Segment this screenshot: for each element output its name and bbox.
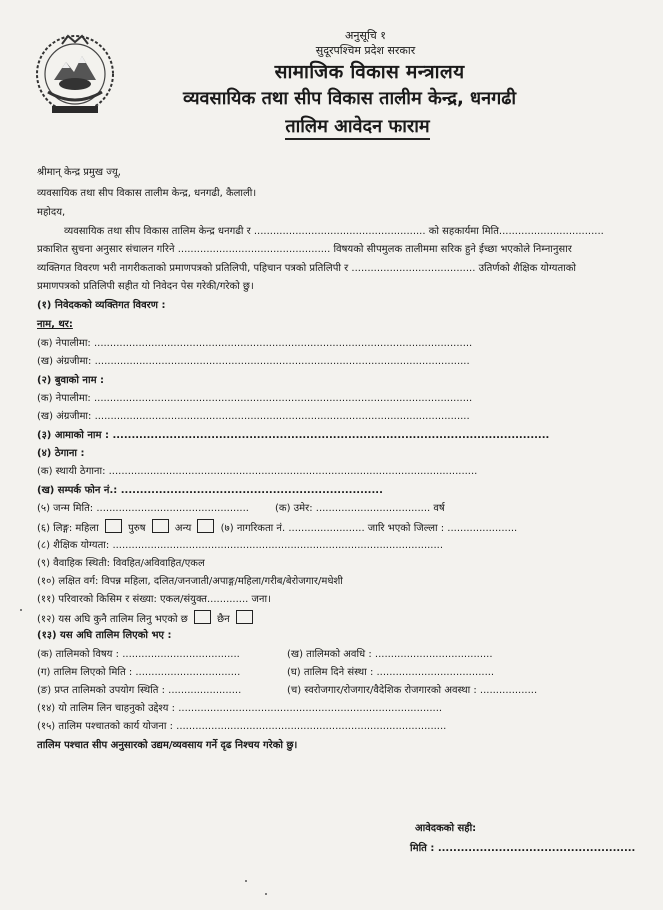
date-of-birth-field[interactable]: (५) जन्म मिति: ................................................ xyxy=(37,503,249,514)
male-label: पुरुष xyxy=(128,523,146,534)
marital-status-field[interactable]: (९) वैवाहिक स्थिती: विवहित/अविवाहित/एकल xyxy=(37,558,205,569)
previous-training-heading: (१३) यस अघि तालिम लिएको भए : xyxy=(37,630,172,641)
contact-phone-field[interactable]: (ख) सम्पर्क फोन नं.: ..................................................................... xyxy=(37,485,383,496)
gender-label: (६) लिङ्ग: महिला xyxy=(37,523,99,534)
female-checkbox[interactable] xyxy=(105,519,122,533)
signature-date-field[interactable]: मिति : .................................................... xyxy=(410,843,636,854)
letter-body-line-4: प्रमाणपत्रको प्रतिलिपी सहीत यो निवेदन पेस गरेकी/गरेको छु। xyxy=(37,281,254,292)
address-heading: (४) ठेगाना : xyxy=(37,448,85,459)
prior-training-row xyxy=(37,610,256,626)
applicant-signature-label: आवेदकको सही: xyxy=(415,823,477,834)
permanent-address-field[interactable]: (क) स्थायी ठेगाना: .................................................................................................................... xyxy=(37,466,478,477)
scan-speck xyxy=(245,880,247,882)
other-gender-label: अन्य xyxy=(174,523,192,534)
citizenship-field[interactable]: (७) नागरिकता नं. ........................ जारि भएको जिल्ला : ...................... xyxy=(220,523,518,534)
training-duration-field[interactable]: (ख) तालिमको अवधि : ..................................... xyxy=(287,649,493,660)
addressee: व्यवसायिक तथा सीप विकास तालीम केन्द्र, धनगढी, कैलाली। xyxy=(37,188,257,199)
employment-status-field[interactable]: (च) स्वरोजगार/रोजगार/वैदेशिक रोजगारको अवस्था : .................. xyxy=(287,685,538,696)
father-name-english-field[interactable]: (ख) अंग्रजीमा: ...................................................................................................................... xyxy=(37,411,470,422)
letter-body-line-1: व्यवसायिक तथा सीप विकास तालिम केन्द्र धनगढी र ...................................................... को सहकार्यमा मिति................................. xyxy=(64,226,604,237)
name-nepali-field[interactable]: (क) नेपालीमा: ....................................................................................................................... xyxy=(37,338,473,349)
scan-speck xyxy=(265,893,267,895)
target-class-field[interactable]: (१०) लक्षित वर्ग: विपन्न महिला, दलित/जनजाती/अपाङ्ग/महिला/गरीब/बेरोजगार/मधेशी xyxy=(37,576,343,587)
post-training-plan-field[interactable]: (१५) तालिम पश्चातको कार्य योजना : ..................................................................................... xyxy=(37,721,447,732)
training-center-name: व्यवसायिक तथा सीप विकास तालीम केन्द्र, धनगढी xyxy=(182,88,517,109)
scan-speck xyxy=(20,609,22,611)
training-institute-field[interactable]: (घ) तालिम दिने संस्था : ..................................... xyxy=(287,667,495,678)
name-heading: नाम, थर: xyxy=(37,319,73,330)
form-title xyxy=(26,114,663,138)
prior-training-no-checkbox[interactable] xyxy=(236,610,253,624)
section-personal-details: (१) निवेदकको व्यक्तिगत विवरण : xyxy=(37,300,166,311)
annex-label: अनुसूचि १ xyxy=(345,29,386,42)
prior-training-label: (१२) यस अघि कुनै तालिम लिनु भएको छ xyxy=(37,614,188,625)
declaration-text: तालिम पश्चात सीप अनुसारको उद्यम/व्यवसाय गर्ने दृढ निश्चय गरेको छु। xyxy=(37,740,298,751)
age-field[interactable]: (क) उमेर: .................................... वर्ष xyxy=(275,503,445,514)
father-name-nepali-field[interactable]: (क) नेपालीमा: ....................................................................................................................... xyxy=(37,393,473,404)
name-english-field[interactable]: (ख) अंग्रजीमा: ...................................................................................................................... xyxy=(37,356,470,367)
training-date-field[interactable]: (ग) तालिम लिएको मिति : ................................. xyxy=(37,667,241,678)
training-purpose-field[interactable]: (१४) यो तालिम लिन चाहनुको उद्देश्य : ................................................................................... xyxy=(37,703,443,714)
other-gender-checkbox[interactable] xyxy=(197,519,214,533)
prior-training-no-label: छैन xyxy=(217,614,230,625)
ministry-name: सामाजिक विकास मन्त्रालय xyxy=(274,61,465,83)
greeting: महोदय, xyxy=(37,207,66,218)
training-use-field[interactable]: (ङ) प्रप्त तालिमको उपयोग स्थिति : ....................... xyxy=(37,685,242,696)
father-name-heading: (२) बुवाको नाम : xyxy=(37,375,105,386)
salutation: श्रीमान् केन्द्र प्रमुख ज्यू, xyxy=(37,167,121,178)
letter-body-line-2: प्रकाशित सुचना अनुसार संचालन गरिने ................................................ विषयको सीपमुलक तालीममा सरिक हुने ईच्छा भएकोले निम्नानुसार xyxy=(37,244,572,255)
education-field[interactable]: (८) शैक्षिक योग्यता: ........................................................................................................ xyxy=(37,540,444,551)
training-subject-field[interactable]: (क) तालिमको विषय : ..................................... xyxy=(37,649,240,660)
letter-body-line-3: व्यक्तिगत विवरण भरी नागरीकताको प्रमाणपत्रको प्रतिलिपी, पहिचान पत्रको प्रतिलिपी र ....................................... उतिर्णको शैक्षिक योग्यताको xyxy=(37,263,577,274)
form-title-text: तालिम आवेदन फाराम xyxy=(285,116,429,140)
government-name: सुदूरपश्चिम प्रदेश सरकार xyxy=(315,44,416,57)
male-checkbox[interactable] xyxy=(152,519,169,533)
mother-name-field[interactable]: (३) आमाको नाम : ................................................................................................................... xyxy=(37,430,550,441)
prior-training-yes-checkbox[interactable] xyxy=(194,610,211,624)
family-type-field[interactable]: (११) परिवारको किसिम र संख्या: एकल/संयुक्त............. जना। xyxy=(37,594,271,605)
gender-row xyxy=(37,519,517,535)
